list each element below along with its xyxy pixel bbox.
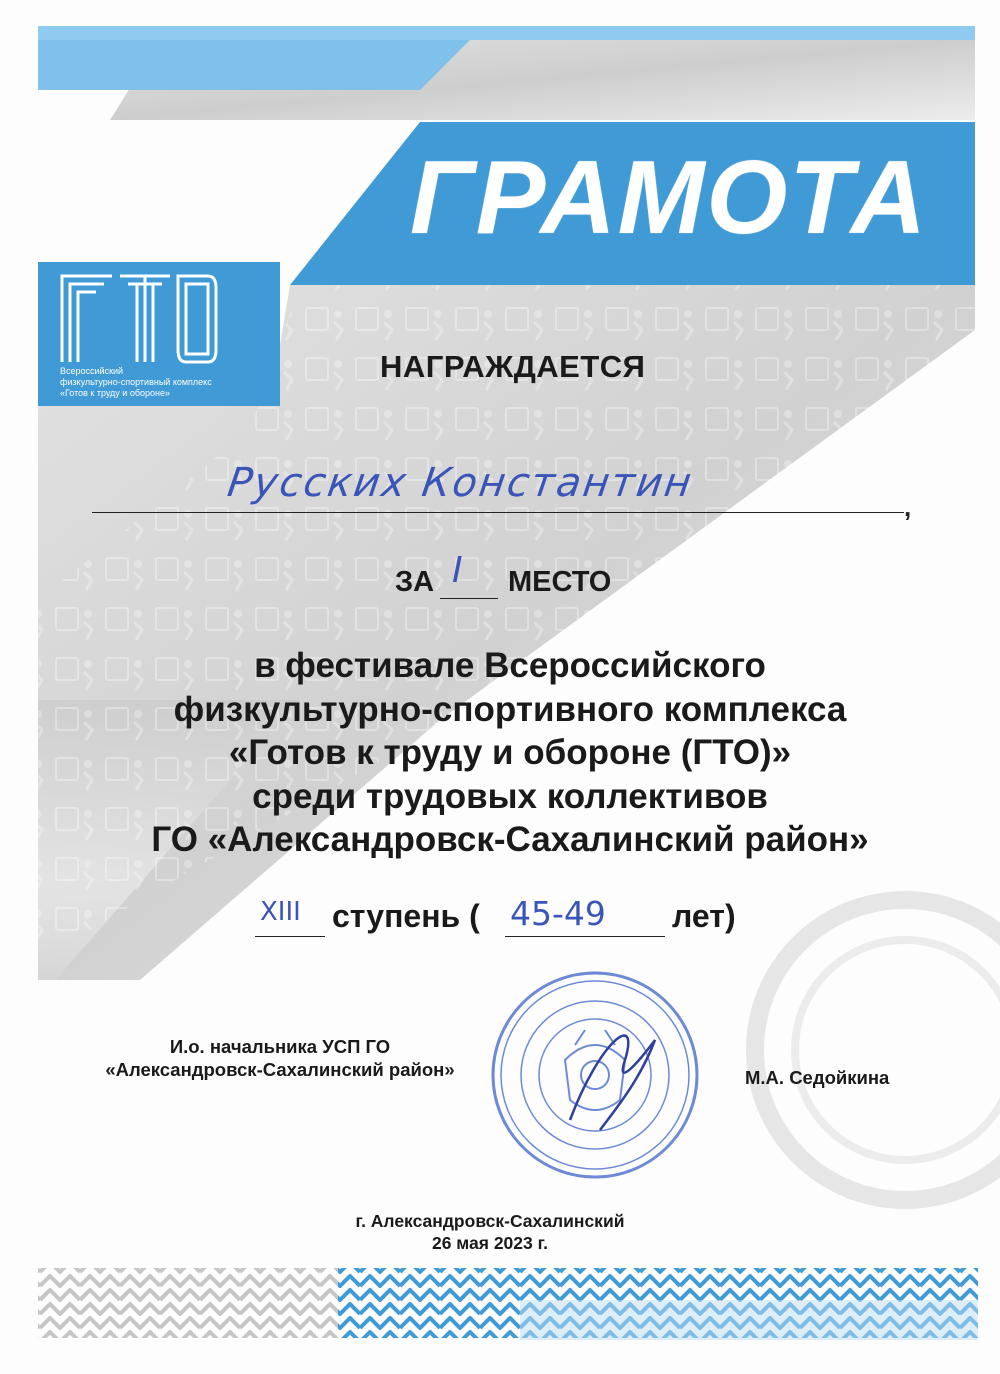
recipient-underline bbox=[92, 512, 904, 513]
date: 26 мая 2023 г. bbox=[431, 1233, 549, 1253]
description-line: физкультурно-спортивного комплекса bbox=[173, 689, 847, 729]
signer-position-line: И.о. начальника УСП ГО bbox=[169, 1036, 391, 1057]
place-and-date bbox=[300, 1210, 680, 1254]
stage-number-underline bbox=[255, 936, 325, 937]
logo-subtitle-line: физкультурно-спортивный комплекс bbox=[60, 377, 212, 387]
description-line: среди трудовых коллективов bbox=[252, 776, 768, 816]
stage-number: XIII bbox=[260, 897, 301, 927]
stage-age-range: 45-49 bbox=[510, 894, 606, 933]
logo-subtitle-line: Всероссийский bbox=[60, 366, 124, 376]
stage-age-underline bbox=[505, 936, 665, 937]
logo-subtitle-line: «Готов к труду и обороне» bbox=[60, 388, 170, 398]
stage-years: лет) bbox=[672, 898, 736, 934]
city: г. Александровск-Сахалинский bbox=[355, 1211, 625, 1231]
signer-position bbox=[70, 1035, 490, 1081]
signer-position-line: «Александровск-Сахалинский район» bbox=[105, 1059, 455, 1080]
awarded-label: НАГРАЖДАЕТСЯ bbox=[380, 349, 646, 384]
recipient-comma: , bbox=[904, 492, 912, 522]
place-prefix: ЗА bbox=[395, 566, 435, 598]
description-line: ГО «Александровск-Сахалинский район» bbox=[151, 820, 869, 859]
description-line: в фестивале Всероссийского bbox=[254, 646, 766, 685]
stage-word: ступень ( bbox=[332, 898, 480, 934]
award-description bbox=[60, 644, 960, 862]
official-stamp-icon bbox=[493, 973, 697, 1177]
logo-subtitle bbox=[60, 366, 260, 399]
description-line: «Готов к труду и обороне (ГТО)» bbox=[228, 733, 792, 772]
signer-name: М.А. Седойкина bbox=[745, 1067, 890, 1088]
place-suffix: МЕСТО bbox=[508, 566, 612, 598]
certificate-title: ГРАМОТА bbox=[410, 140, 928, 256]
recipient-name: Русских Константин bbox=[224, 460, 696, 506]
place-underline bbox=[440, 598, 498, 599]
place-value: I bbox=[452, 550, 463, 591]
